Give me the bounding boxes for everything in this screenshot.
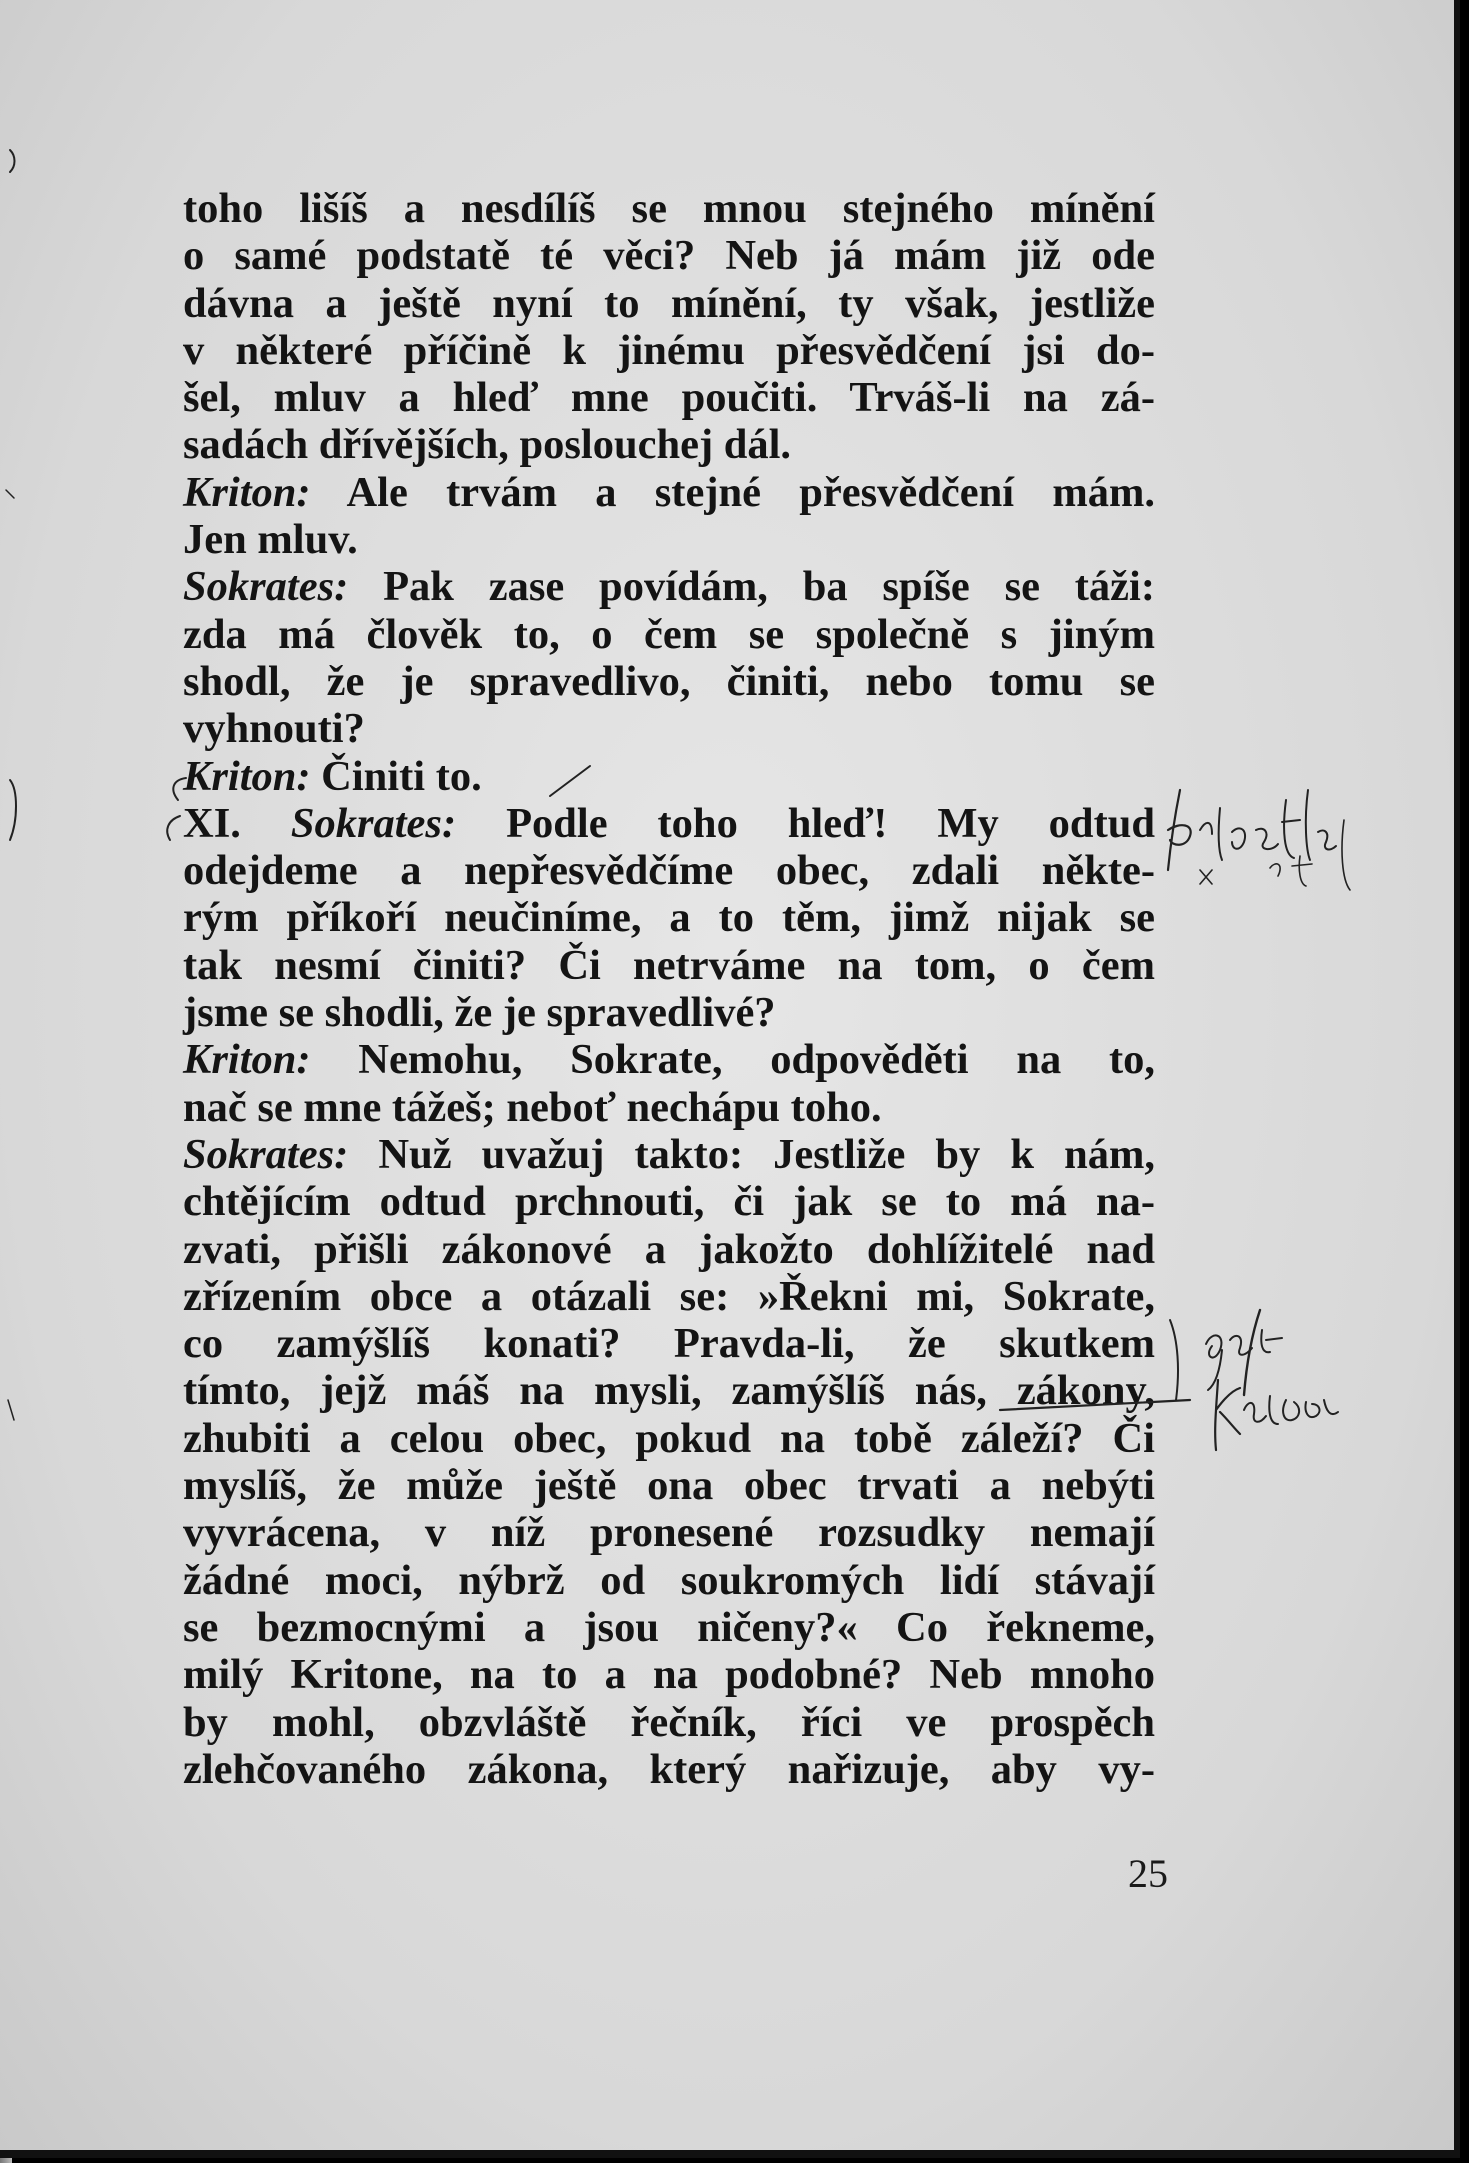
speaker-name: Kriton:: [183, 468, 311, 516]
text-line: [183, 1557, 1155, 1604]
text-line: [183, 1509, 1155, 1556]
line-text: se bezmocnými a jsou ničeny?« Co řekneme,: [183, 1603, 1155, 1651]
speaker-name: Sokrates:: [240, 799, 457, 847]
line-text: odejdeme a nepřesvědčíme obec, zdali někte-: [183, 847, 1155, 895]
speaker-name: Sokrates:: [183, 1130, 349, 1178]
text-line: [183, 327, 1155, 374]
text-line: [183, 374, 1155, 421]
text-line: [183, 1699, 1155, 1746]
line-text: milý Kritone, na to a na podobné? Neb mnoho: [183, 1651, 1155, 1699]
text-line: [183, 611, 1155, 658]
line-text: v některé příčině k jinému přesvědčení jsi do-: [183, 326, 1155, 374]
line-text: zlehčovaného zákona, který nařizuje, aby vy-: [183, 1745, 1155, 1793]
line-text: shodl, že je spravedlivo, činiti, nebo tomu se: [183, 657, 1155, 705]
margin-marks-left: [0, 140, 40, 2040]
page-number: 25: [1128, 1851, 1168, 1896]
line-text: zhubiti a celou obec, pokud na tobě záleží? Či: [183, 1414, 1155, 1462]
line-text: toho lišíš a nesdílíš se mnou stejného mínění: [183, 185, 1155, 232]
line-text: by mohl, obzvláště řečník, říci ve prospěch: [183, 1698, 1155, 1746]
speaker-name: Kriton:: [183, 1036, 311, 1084]
line-text: Činiti to.: [310, 752, 482, 800]
line-text: zda má člověk to, o čem se společně s jiným: [183, 610, 1155, 658]
line-text: tak nesmí činiti? Či netrváme na tom, o čem: [183, 941, 1155, 989]
text-line: [183, 658, 1155, 705]
line-text: co zamýšlíš konati? Pravda-li, že skutkem: [183, 1320, 1155, 1368]
text-line: [183, 563, 1155, 610]
line-text: nač se mne tážeš; neboť nechápu toho.: [183, 1083, 882, 1131]
line-text: sadách dřívějších, poslouchej dál.: [183, 421, 792, 469]
text-line: [183, 185, 1155, 232]
line-text: vyhnouti?: [183, 705, 365, 753]
section-number: XI.: [183, 799, 241, 847]
text-line: [183, 421, 1155, 468]
line-text: o samé podstatě té věci? Neb já mám již ode: [183, 232, 1155, 280]
line-text: jsme se shodli, že je spravedlivé?: [183, 989, 776, 1037]
text-line: [183, 232, 1155, 279]
line-text: šel, mluv a hleď mne poučiti. Trváš-li na zá-: [183, 374, 1155, 422]
line-text: Ale trvám a stejné přesvědčení mám.: [310, 468, 1155, 516]
pencil-underline-marks: [150, 760, 1210, 1500]
text-line: [183, 280, 1155, 327]
text-line: [183, 1651, 1155, 1698]
line-text: vyvrácena, v níž pronesené rozsudky nemají: [183, 1509, 1155, 1557]
line-text: Nemohu, Sokrate, odpověděti na to,: [310, 1036, 1155, 1084]
text-line: [183, 469, 1155, 516]
line-text: zvati, přišli zákonové a jakožto dohlížitelé nad: [183, 1225, 1155, 1273]
line-text: Jen mluv.: [183, 516, 358, 564]
speaker-name: Sokrates:: [183, 563, 349, 611]
line-text: dávna a ještě nyní to mínění, ty však, jestliže: [183, 279, 1155, 327]
text-line: [183, 1746, 1155, 1793]
speaker-name: Kriton:: [183, 752, 311, 800]
line-text: Pak zase povídám, ba spíše se táži:: [348, 563, 1155, 611]
line-text: Nuž uvažuj takto: Jestliže by k nám,: [348, 1130, 1155, 1178]
text-line: [183, 516, 1155, 563]
handwritten-note-zakony: [1200, 1300, 1360, 1460]
line-text: zřízením obce a otázali se: »Řekni mi, Sokrate,: [183, 1272, 1155, 1320]
text-line: [183, 1604, 1155, 1651]
line-text: myslíš, že může ještě ona obec trvati a nebýti: [183, 1462, 1155, 1510]
line-text: chtějícím odtud prchnouti, či jak se to má na-: [183, 1178, 1155, 1226]
line-text: žádné moci, nýbrž od soukromých lidí stávají: [183, 1556, 1155, 1604]
line-text: rým příkoří neučiníme, a to těm, jimž nijak se: [183, 894, 1155, 942]
text-line: [183, 705, 1155, 752]
line-text: tímto, jejž máš na mysli, zamýšlíš nás, zákony,: [183, 1367, 1155, 1415]
line-text: Podle toho hleď! My odtud: [456, 799, 1155, 847]
